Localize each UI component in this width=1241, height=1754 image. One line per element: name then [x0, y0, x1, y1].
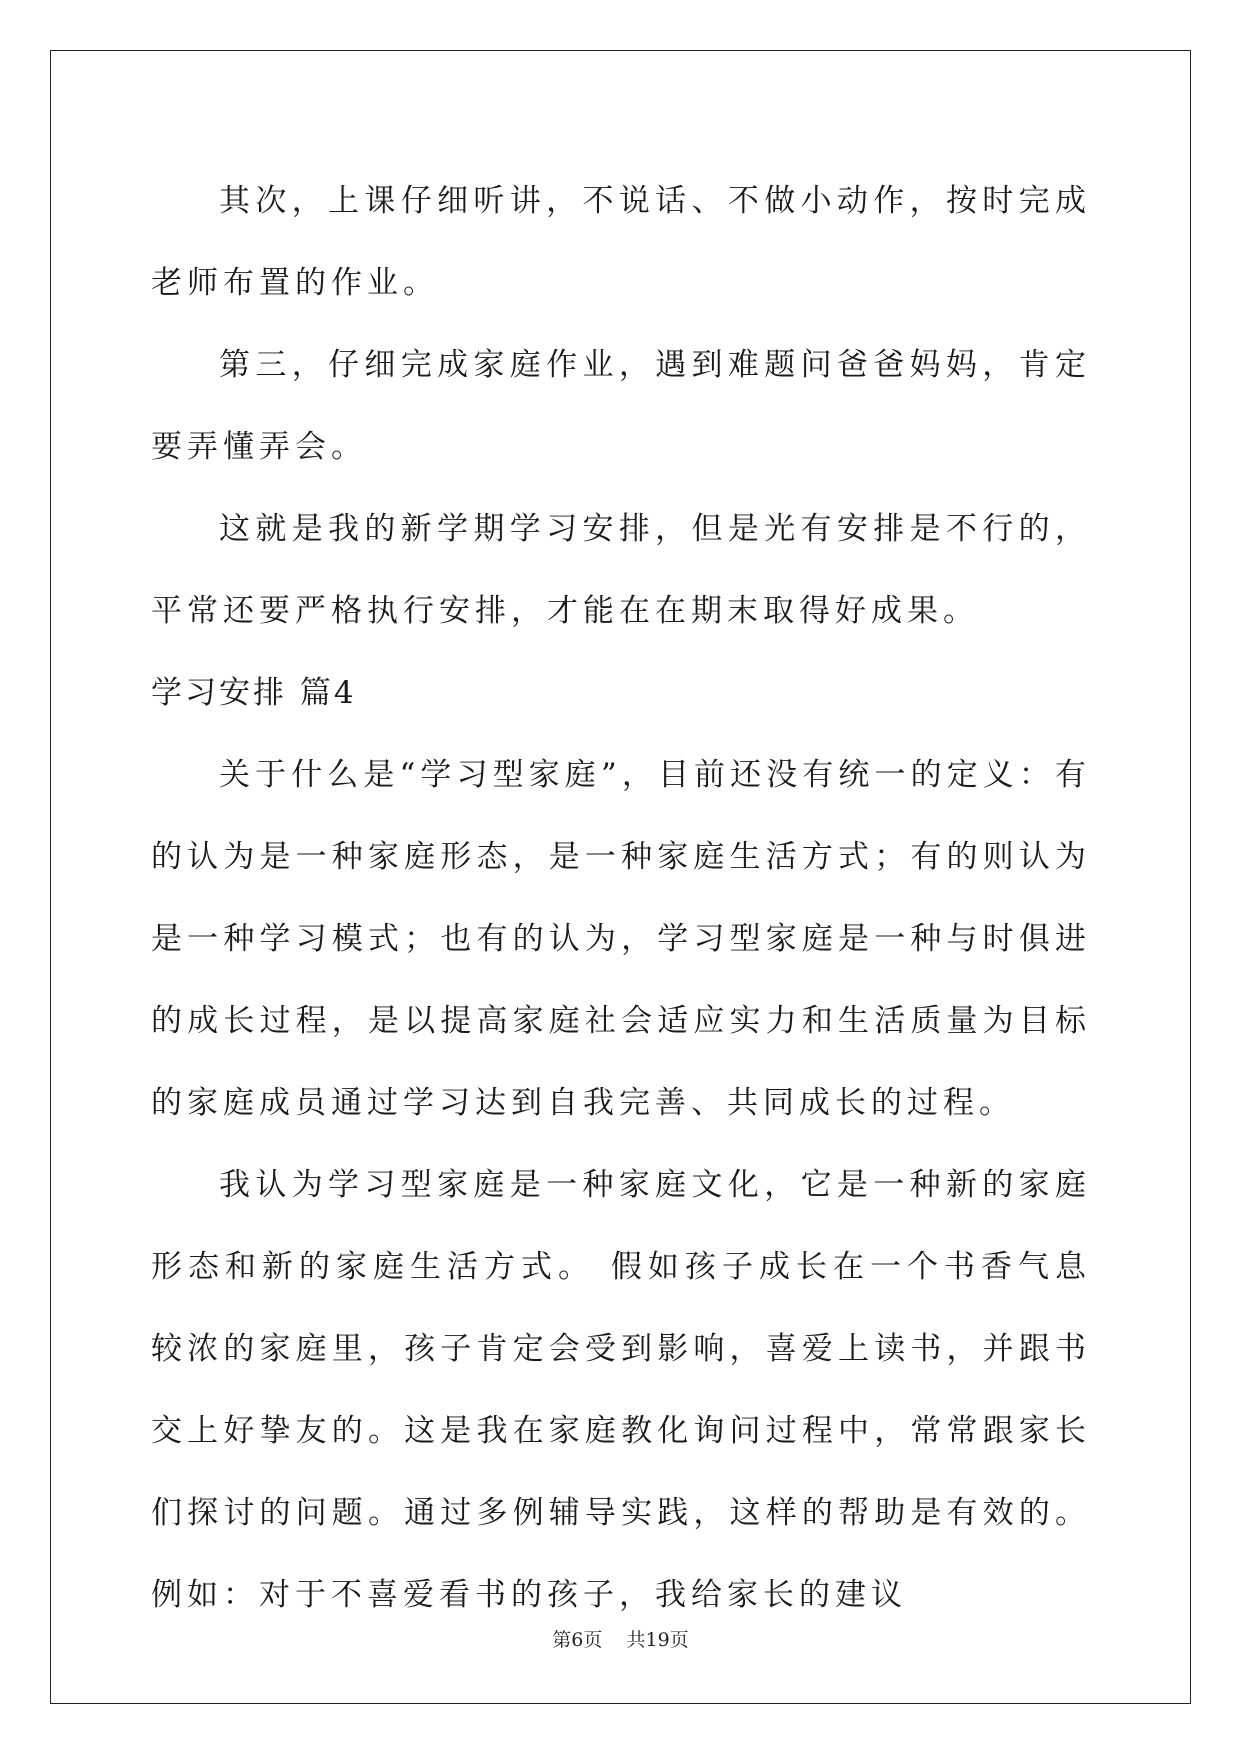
paragraph-5: 我认为学习型家庭是一种家庭文化，它是一种新的家庭形态和新的家庭生活方式。 假如孩子成长在一个书香气息较浓的家庭里，孩子肯定会受到影响，喜爱上读书，并跟书交上好挚友的。这是我在家庭教化询问过程中，常常跟家长们探讨的问题。通过多例辅导实践，这样的帮助是有效的。 例如：对于不喜爱看书的孩子，我给家长的建议: [151, 1167, 1091, 1613]
paragraph-4: 关于什么是“学习型家庭”，目前还没有统一的定义：有的认为是一种家庭形态，是一种家庭生活方式；有的则认为是一种学习模式；也有的认为，学习型家庭是一种与时俱进的成长过程，是以提高家庭社会适应实力和生活质量为目标的家庭成员通过学习达到自我完善、共同成长的过程。: [151, 757, 1091, 1121]
section-heading: 学习安排 篇4: [151, 675, 357, 711]
paragraph-1: 其次，上课仔细听讲，不说话、不做小动作，按时完成老师布置的作业。: [151, 183, 1091, 301]
page-number: 第6页: [552, 1629, 603, 1651]
page-total: 共19页: [626, 1629, 689, 1651]
paragraph-2: 第三，仔细完成家庭作业，遇到难题问爸爸妈妈，肯定要弄懂弄会。: [151, 347, 1091, 465]
document-body: [151, 160, 1091, 1636]
page-footer: [0, 1628, 1241, 1652]
paragraph-3: 这就是我的新学期学习安排，但是光有安排是不行的，平常还要严格执行安排，才能在在期末取得好成果。: [151, 511, 1091, 629]
